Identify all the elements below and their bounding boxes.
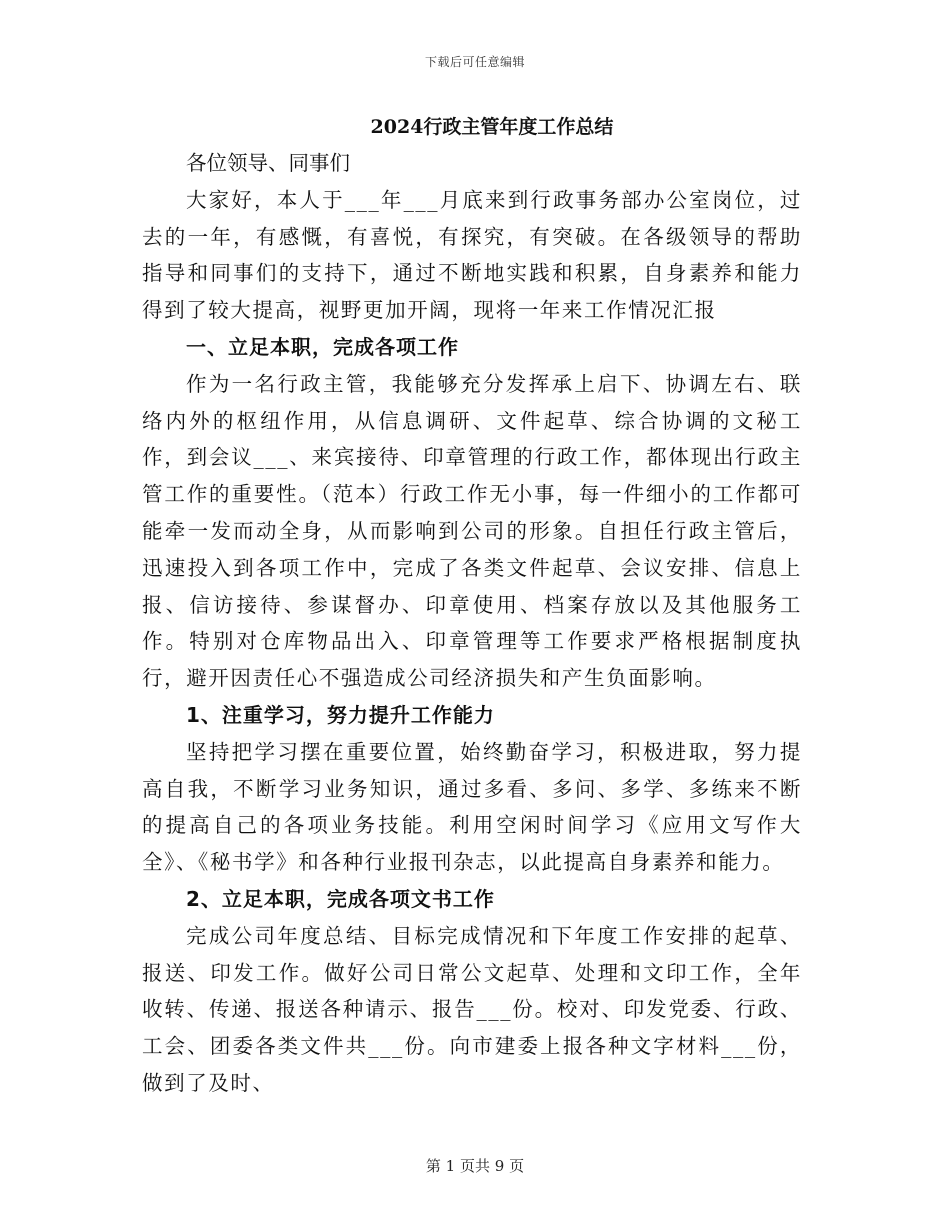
subsection-paragraph-1: 坚持把学习摆在重要位置，始终勤奋学习，积极进取，努力提高自我，不断学习业务知识，通过多看、多问、多学、多练来不断的提高自己的各项业务技能。利用空闲时间学习《应用文写作大全》、《秘书学》和各种行业报刊杂志，以此提高自身素养和能力。	[142, 739, 802, 875]
section-paragraph-1: 作为一名行政主管，我能够充分发挥承上启下、协调左右、联络内外的枢纽作用，从信息调研、文件起草、综合协调的文秘工作，到会议___、来宾接待、印章管理的行政工作，都体现出行政主管工作的重要性。（范本）行政工作无小事，每一件细小的工作都可能牵一发而动全身，从而影响到公司的形象。自担任行政主管后，迅速投入到各项工作中，完成了各类文件起草、会议安排、信息上报、信访接待、参谋督办、印章使用、档案存放以及其他服务工作。特别对仓库物品出入、印章管理等工作要求严格根据制度执行，避开因责任心不强造成公司经济损失和产生负面影响。	[142, 371, 802, 691]
subsection-heading-1: 1、注重学习，努力提升工作能力	[186, 702, 495, 727]
salutation: 各位领导、同事们	[186, 151, 350, 175]
page-number-footer: 第 1 页共 9 页	[425, 1157, 525, 1175]
document-title: 2024行政主管年度工作总结	[370, 116, 614, 138]
intro-paragraph: 大家好，本人于___年___月底来到行政事务部办公室岗位，过去的一年，有感慨，有喜悦，有探究，有突破。在各级领导的帮助指导和同事们的支持下，通过不断地实践和积累，自身素养和能力得到了较大提高，视野更加开阔，现将一年来工作情况汇报	[142, 187, 802, 323]
subsection-paragraph-2: 完成公司年度总结、目标完成情况和下年度工作安排的起草、报送、印发工作。做好公司日常公文起草、处理和文印工作，全年收转、传递、报送各种请示、报告___份。校对、印发党委、行政、工会、团委各类文件共___份。向市建委上报各种文字材料___份，做到了及时、	[142, 923, 802, 1095]
page-header: 下载后可任意编辑	[424, 55, 525, 69]
document-body	[142, 112, 802, 1102]
section-heading-1: 一、立足本职，完成各项工作	[186, 334, 459, 359]
subsection-heading-2: 2、立足本职，完成各项文书工作	[186, 886, 495, 911]
